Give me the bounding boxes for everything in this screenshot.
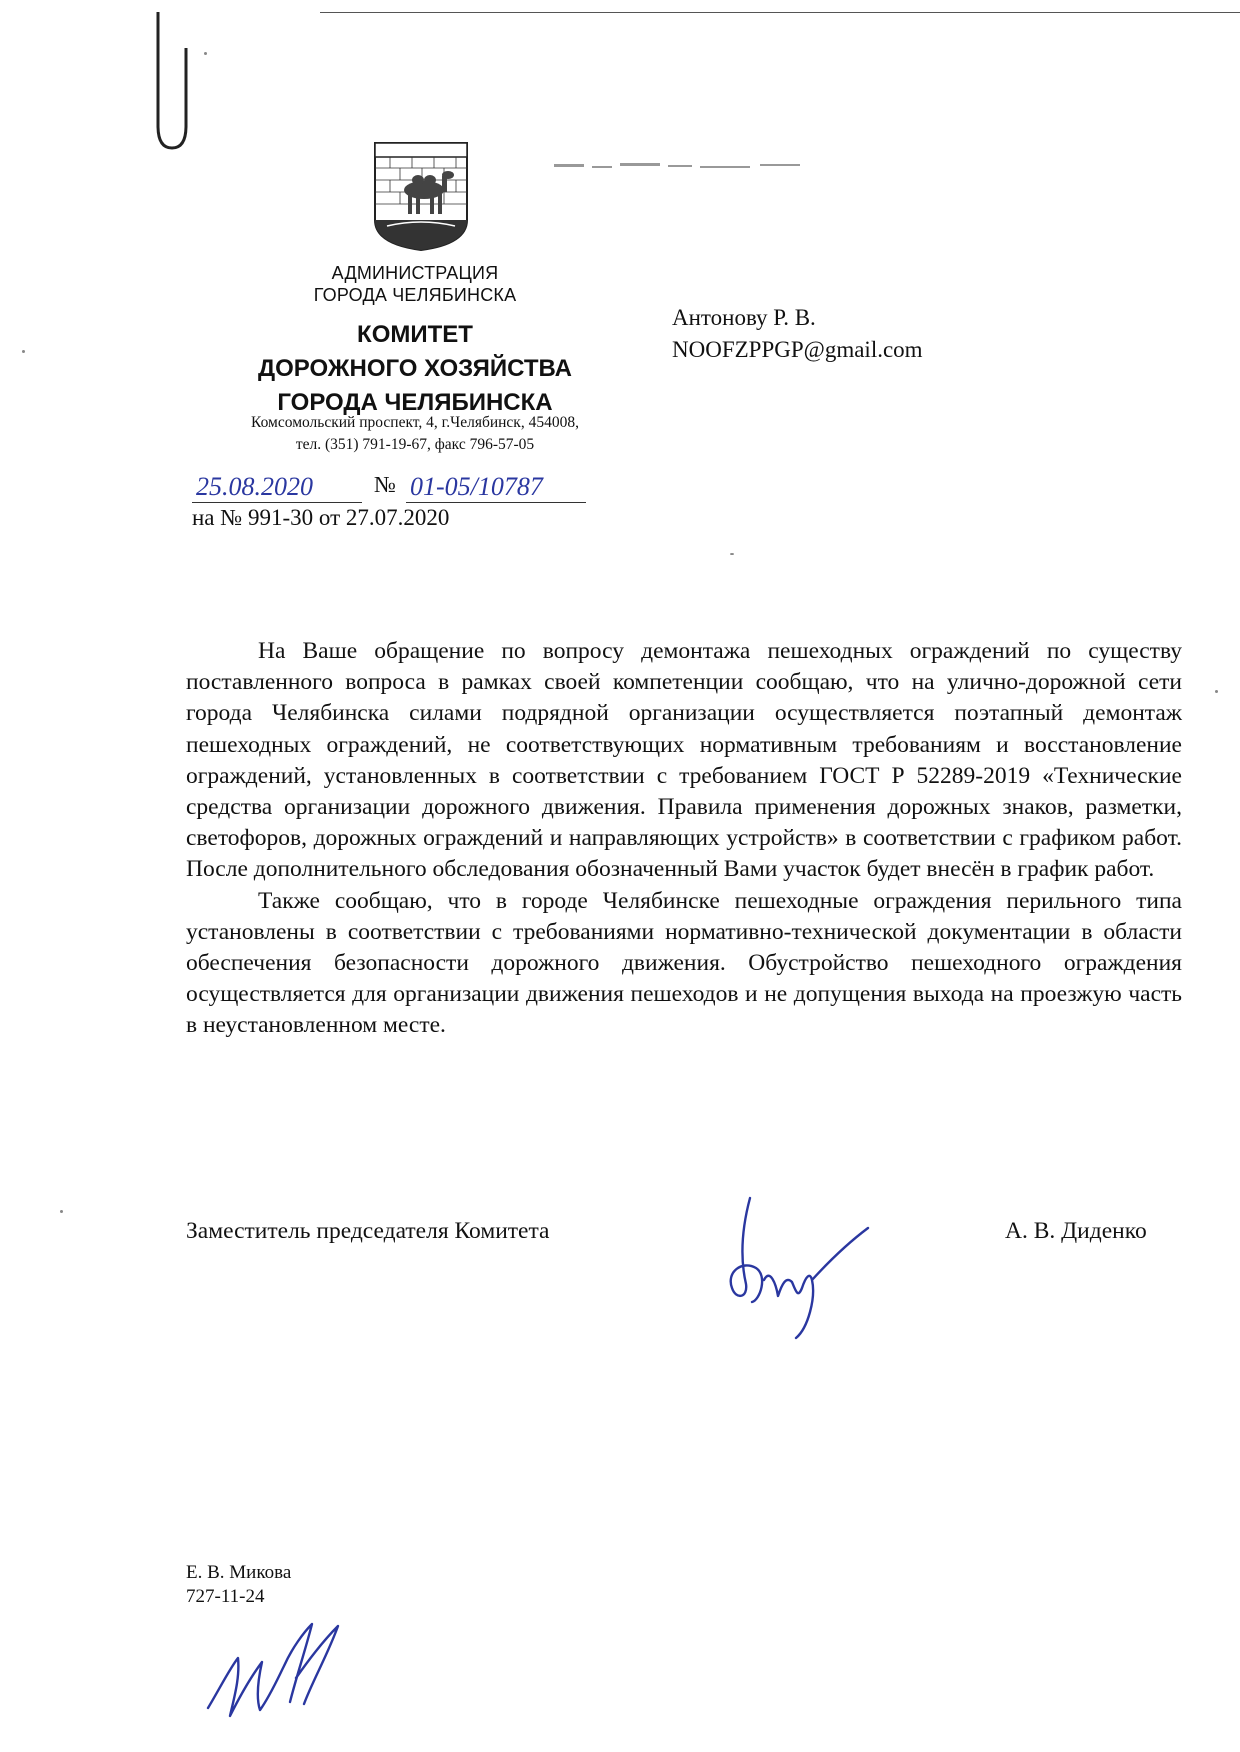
scan-speck xyxy=(1215,690,1218,693)
date-underline xyxy=(192,502,362,503)
executor-name: Е. В. Микова xyxy=(186,1562,292,1583)
paper-clip-icon xyxy=(140,8,200,158)
administration-line-1: АДМИНИСТРАЦИЯ xyxy=(331,263,499,283)
scan-noise-decoration xyxy=(550,160,810,174)
registration-number: 01-05/10787 xyxy=(410,472,543,501)
scan-speck xyxy=(60,1210,63,1213)
recipient-block xyxy=(672,302,923,366)
body-paragraph-1: На Ваше обращение по вопросу демонтажа пешеходных ограждений по существу поставленного вопроса в рамках своей компетенции сообщаю, что на улично-дорожной сети города Челябинска силами подрядной организации осуществляется поэтапный демонтаж пешеходных ограждений, не соответствующих нормативным требованиям и восстановление ограждений, установленных в соответствии с требованием ГОСТ Р 52289-2019 «Технические средства организации дорожного движения. Правила применения дорожных знаков, разметки, светофоров, дорожных ограждений и направляющих устройств» в соответствии с графиком работ. После дополнительного обследования обозначенный Вами участок будет внесён в график работ. xyxy=(186,638,1182,883)
city-coat-of-arms-icon xyxy=(372,140,470,252)
registration-line xyxy=(192,472,592,506)
committee-name xyxy=(200,318,630,420)
signer-name: А. В. Диденко xyxy=(1005,1218,1147,1244)
committee-contacts xyxy=(190,412,640,456)
executor-signature-icon xyxy=(200,1618,350,1728)
recipient-email: NOOFZPPGP@gmail.com xyxy=(672,337,923,362)
committee-line-2: ДОРОЖНОГО ХОЗЯЙСТВА xyxy=(258,355,572,382)
executor-block xyxy=(186,1561,291,1609)
recipient-name: Антонову Р. В. xyxy=(672,305,816,330)
scan-speck xyxy=(22,350,25,353)
committee-line-1: КОМИТЕТ xyxy=(357,321,473,348)
reference-line: на № 991-30 от 27.07.2020 xyxy=(192,505,450,530)
committee-address: Комсомольский проспект, 4, г.Челябинск, 454008, xyxy=(251,414,579,431)
number-sign: № xyxy=(374,472,396,497)
scan-speck xyxy=(730,553,734,555)
scan-top-rule xyxy=(320,12,1240,13)
executor-phone: 727-11-24 xyxy=(186,1586,265,1607)
body-paragraph-2: Также сообщаю, что в городе Челябинске пешеходные ограждения перильного типа установлены в соответствии с требованиями нормативно-технической документации в области обеспечения безопасности дорожного движения. Обустройство пешеходного ограждения осуществляется для организации движения пешеходов и не допущения выхода на проезжую часть в неустановленном месте. xyxy=(186,887,1182,1039)
registration-date: 25.08.2020 xyxy=(196,472,313,501)
committee-phone: тел. (351) 791-19-67, факс 796-57-05 xyxy=(295,436,535,453)
scan-speck xyxy=(204,52,207,55)
administration-name xyxy=(250,262,580,306)
number-underline xyxy=(406,502,586,503)
administration-line-2: ГОРОДА ЧЕЛЯБИНСКА xyxy=(313,285,517,305)
handwritten-signature-icon xyxy=(712,1188,872,1348)
committee-line-3: ГОРОДА ЧЕЛЯБИНСКА xyxy=(277,389,553,416)
signer-position: Заместитель председателя Комитета xyxy=(186,1218,550,1244)
letter-body xyxy=(186,636,1182,1042)
